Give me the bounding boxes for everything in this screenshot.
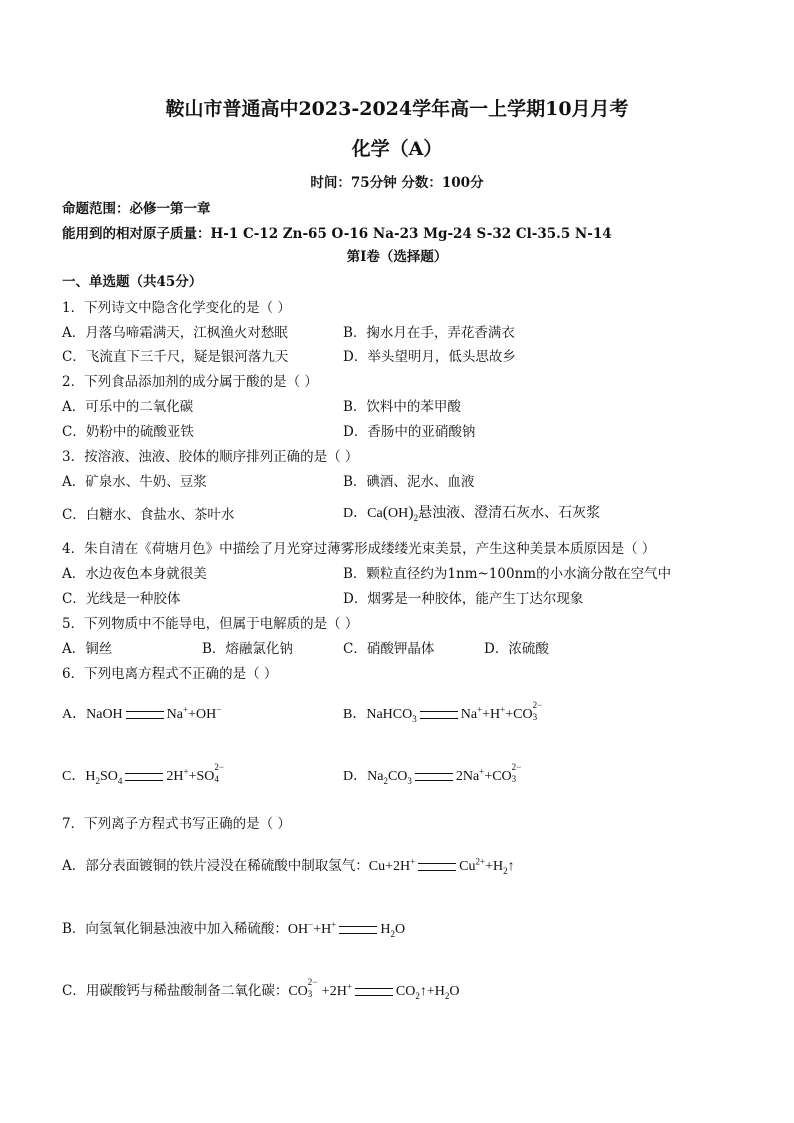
charge: 2+	[475, 856, 486, 867]
q7-b-text: B．向氢氧化铜悬浊液中加入稀硫酸：	[62, 921, 288, 937]
exam-title: 鞍山市普通高中2023-2024学年高一上学期10月月考	[165, 98, 629, 120]
q6-b-label: B．	[343, 707, 367, 722]
charge: +	[346, 981, 352, 992]
subscript: 3	[412, 713, 417, 724]
q2-option-b: B．饮料中的苯甲酸	[343, 399, 461, 415]
q6-c-so4: +SO	[188, 769, 215, 784]
q7-a-left: Cu+2H	[368, 859, 411, 874]
q5-stem: 5．下列物质中不能导电，但属于电解质的是（ ）	[62, 616, 359, 632]
q4-stem: 4．朱自清在《荷塘月色》中描绘了月光穿过薄雾形成缕缕光束美景，产生这种美景本质原因是（ ）	[62, 541, 656, 557]
q4-option-c: C．光线是一种胶体	[62, 591, 181, 607]
q4-option-d: D．烟雾是一种胶体，能产生丁达尔现象	[343, 591, 584, 607]
q3-stem: 3．按溶液、浊液、胶体的顺序排列正确的是（ ）	[62, 449, 359, 465]
q6-d-na: Na	[367, 769, 384, 784]
subscript: 3	[407, 775, 412, 786]
q7-a-cu: Cu	[459, 859, 476, 874]
q6-d-co: CO	[387, 769, 408, 784]
q6-d-label: D．	[343, 769, 368, 784]
charge: −	[216, 704, 222, 715]
equals-sign	[420, 711, 458, 719]
q6-d-2na: 2Na	[455, 769, 480, 784]
q2-option-a: A．可乐中的二氧化碳	[62, 399, 194, 415]
q1-option-c: C．飞流直下三千尺，疑是银河落九天	[62, 349, 289, 365]
q6-a-na: Na	[166, 707, 183, 722]
q6-option-d: D．$Na_2CO_3$ 2Na++CO 2− 3	[343, 762, 522, 786]
charge: +	[410, 856, 416, 867]
q4-option-a: A．水边夜色本身就很美	[62, 566, 207, 582]
q6-c-2h: 2H	[166, 769, 184, 784]
equals-sign	[415, 773, 453, 781]
q7-c-h: +H	[426, 984, 445, 999]
subscript: 2	[383, 775, 388, 786]
q7-c-o: O	[449, 984, 460, 999]
q7-c-co2: CO	[395, 984, 416, 999]
q7-a-h: +H	[485, 859, 504, 874]
q2-option-c: C．奶粉中的硫酸亚铁	[62, 424, 194, 440]
q3-option-d: D．$Ca(OH)_2$悬浊液、澄清石灰水、石灰浆	[343, 504, 601, 523]
q6-b-na: Na	[460, 707, 478, 722]
q7-a-text: A．部分表面镀铜的铁片浸没在稀硫酸中制取氢气：	[62, 858, 369, 874]
q7-option-a	[62, 857, 515, 876]
q6-b-h: +H	[482, 707, 501, 722]
q3-d-oh: OH	[388, 506, 409, 521]
equals-sign	[355, 988, 393, 996]
gas-arrow-icon: ↑	[507, 859, 515, 874]
subscript: 2	[503, 865, 508, 876]
charge: −	[308, 919, 314, 930]
q1-stem: 1．下列诗文中隐含化学变化的是（ ）	[62, 300, 291, 316]
charge: +	[331, 919, 337, 930]
q6-d-co3: +CO	[484, 769, 512, 784]
q7-c-2h: +2H	[321, 984, 347, 999]
q6-option-b: B．NaHCO$_3$ Na++H++CO 2− 3	[343, 700, 543, 724]
exam-scope: 命题范围：必修一第一章	[62, 201, 211, 217]
q6-stem: 6．下列电离方程式不正确的是（ ）	[62, 666, 278, 682]
q6-b-left: NaHCO	[366, 707, 413, 722]
q6-a-left: NaOH	[86, 707, 123, 722]
q3-d-sub: 2	[413, 512, 419, 523]
q3-d-ca: Ca	[367, 506, 383, 521]
q7-c-text: C．用碳酸钙与稀盐酸制备二氧化碳：	[62, 983, 289, 999]
equals-sign	[125, 773, 163, 781]
equals-sign	[418, 863, 456, 871]
q7-b-h2: H	[380, 922, 391, 937]
subscript: 2	[390, 928, 395, 939]
q5-option-a: A．铜丝	[62, 641, 113, 657]
q7-option-c: C．用碳酸钙与稀盐酸制备二氧化碳：CO 2− 3 +2H+ $CO_2↑+H_2O$	[62, 977, 460, 1001]
q7-b-h: +H	[313, 922, 332, 937]
charge: +	[500, 704, 506, 715]
q6-a-label: A．	[62, 707, 87, 722]
q7-c-co: CO	[288, 984, 308, 999]
q7-option-b	[62, 920, 405, 939]
subscript: 4	[117, 775, 123, 786]
q2-option-d: D．香肠中的亚硝酸钠	[343, 424, 476, 440]
q3-option-c: C．白糖水、食盐水、茶叶水	[62, 507, 235, 523]
charge: +	[479, 766, 485, 777]
q6-a-oh: +OH	[188, 707, 217, 722]
q1-option-b: B．掬水月在手，弄花香满衣	[343, 325, 515, 341]
q6-c-label: C．	[62, 769, 86, 784]
atomic-masses: 能用到的相对原子质量：H-1 C-12 Zn-65 O-16 Na-23 Mg-24 S-32 Cl-35.5 N-14	[62, 226, 612, 242]
q7-stem: 7．下列离子方程式书写正确的是（ ）	[62, 816, 291, 832]
q3-d-label: D．	[343, 506, 368, 521]
q3-option-a: A．矿泉水、牛奶、豆浆	[62, 474, 207, 490]
q6-b-co: +CO	[505, 707, 533, 722]
q1-option-a: A．月落乌啼霜满天，江枫渔火对愁眠	[62, 325, 288, 341]
q5-option-d: D．浓硫酸	[484, 641, 549, 657]
q7-b-oh: OH	[287, 922, 309, 937]
q6-c-so: SO	[99, 769, 118, 784]
section-title: 一、单选题（共45分）	[62, 274, 203, 290]
gas-arrow-icon: ↑	[419, 984, 427, 999]
q6-option-a	[62, 706, 221, 724]
q6-option-c: C．$H_2SO_4$ 2H++SO 2− 4	[62, 762, 224, 786]
q5-option-c: C．硝酸钾晶体	[343, 641, 435, 657]
charge: +	[183, 704, 189, 715]
charge: +	[477, 704, 483, 715]
subscript: 2	[444, 990, 450, 1001]
q5-option-b: B．熔融氯化钠	[202, 641, 293, 657]
q6-c-h: H	[85, 769, 96, 784]
subscript: 2	[415, 990, 420, 1001]
q2-stem: 2．下列食品添加剂的成分属于酸的是（ ）	[62, 374, 318, 390]
q1-option-d: D．举头望明月，低头思故乡	[343, 349, 516, 365]
q3-option-b: B．碘酒、泥水、血液	[343, 474, 475, 490]
subscript: 2	[95, 775, 100, 786]
equals-sign	[126, 711, 164, 719]
q7-b-o: O	[394, 922, 406, 937]
q4-option-b: B．颗粒直径约为1nm~100nm的小水滴分散在空气中	[343, 566, 672, 582]
equals-sign	[339, 926, 377, 934]
exam-subject: 化学（A）	[351, 138, 443, 160]
part-title: 第Ⅰ卷（选择题）	[346, 249, 448, 265]
q3-d-rest: 悬浊液、澄清石灰水、石灰浆	[418, 506, 601, 521]
time-score: 时间：75分钟 分数：100分	[310, 175, 484, 191]
charge: +	[183, 766, 189, 777]
